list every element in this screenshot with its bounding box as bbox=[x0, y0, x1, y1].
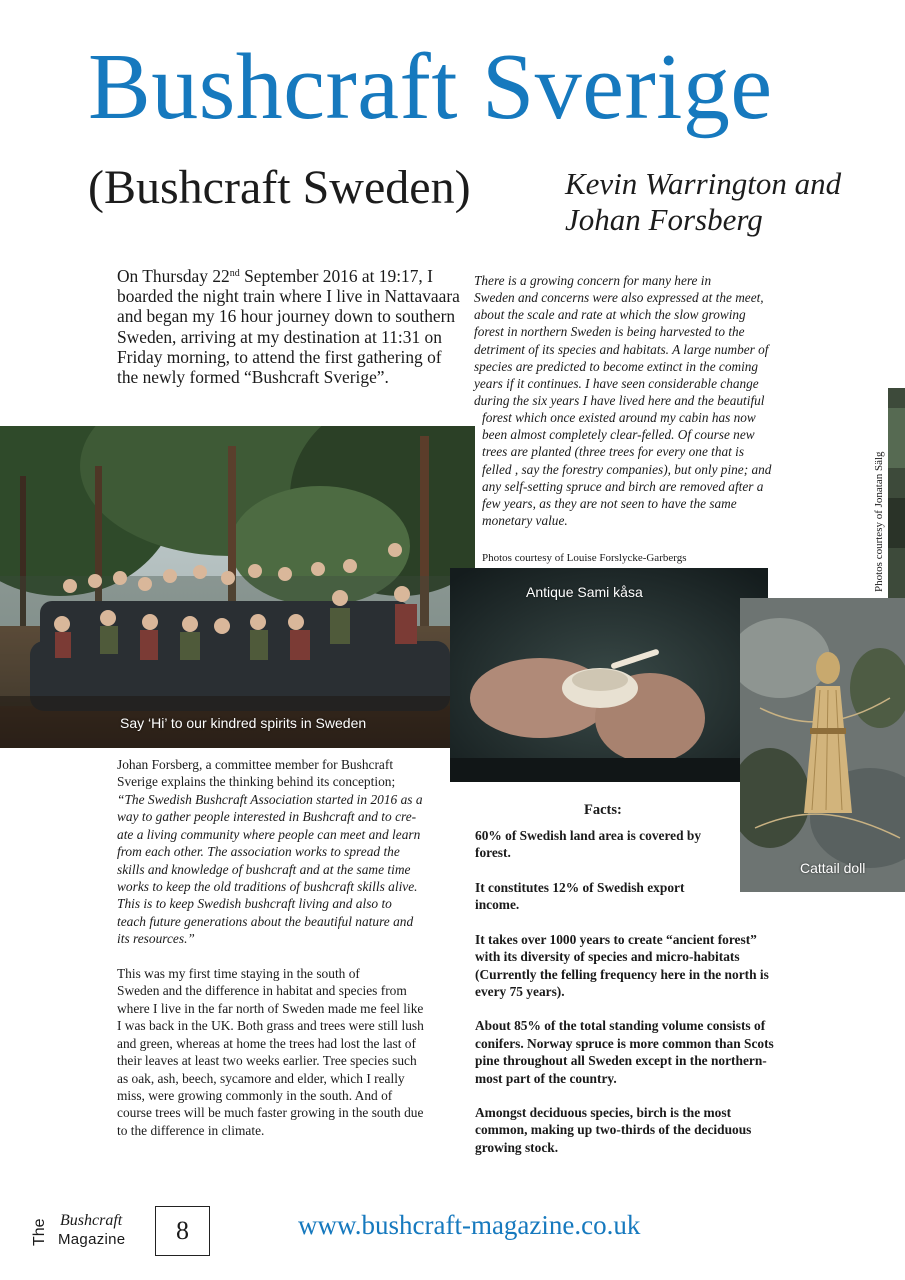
photo-credit-louise: Photos courtesy of Louise Forslycke-Garbergs bbox=[482, 552, 687, 564]
text-line: where I live in the far north of Sweden made me feel like bbox=[117, 1000, 424, 1016]
text-line: as oak, ash, beech, sycamore and elder, which I really bbox=[117, 1070, 405, 1086]
text-line: during the six years I have lived here and the beautiful bbox=[474, 392, 765, 408]
author-line: Johan Forsberg bbox=[565, 201, 763, 237]
text-line: Sweden and the difference in habitat and species from bbox=[117, 983, 407, 999]
doll-photo-caption: Cattail doll bbox=[800, 860, 866, 876]
fact-item bbox=[475, 827, 825, 862]
intro-text: On Thursday 22 bbox=[117, 266, 230, 286]
quote-line: This is to keep Swedish bushcraft living and also to bbox=[117, 896, 392, 912]
kasa-photo bbox=[450, 568, 768, 782]
forest-concern-paragraph bbox=[474, 272, 826, 529]
text-line: their leaves at least two weeks earlier. Tree species such bbox=[117, 1053, 417, 1069]
text-line: It constitutes 12% of Swedish export bbox=[475, 879, 685, 895]
quote-line: way to gather people interested in Bushcraft and to cre- bbox=[117, 809, 417, 825]
text-line: with its diversity of species and micro-habitats bbox=[475, 949, 740, 965]
quote-line: works to keep the old traditions of bushcraft skills alive. bbox=[117, 878, 418, 894]
text-line: This was my first time staying in the south of bbox=[117, 966, 360, 981]
kasa-photo-caption: Antique Sami kåsa bbox=[526, 584, 643, 600]
text-line: I was back in the UK. Both grass and trees were still lush bbox=[117, 1018, 424, 1034]
footer-bushcraft: Bushcraft bbox=[60, 1212, 123, 1229]
text-line: pine throughout all Sweden except in the northern- bbox=[475, 1053, 767, 1069]
text-line: been almost completely clear-felled. Of course new bbox=[482, 427, 755, 443]
text-line: growing stock. bbox=[475, 1139, 559, 1155]
text-line: monetary value. bbox=[482, 512, 568, 528]
quote-line: from each other. The association works to spread the bbox=[117, 844, 400, 860]
quote-line: teach future generations about the beautiful nature and bbox=[117, 913, 414, 929]
group-photo bbox=[0, 426, 475, 748]
quote-line: “The Swedish Bushcraft Association started in 2016 as a bbox=[117, 791, 423, 807]
text-line: about the scale and rate at which the slow growing bbox=[474, 307, 746, 323]
text-line: It takes over 1000 years to create “ancient forest” bbox=[475, 931, 757, 947]
text-line: to the difference in climate. bbox=[117, 1122, 265, 1138]
text-line: Amongst deciduous species, birch is the most bbox=[475, 1105, 732, 1121]
footer-magazine: Magazine bbox=[58, 1231, 126, 1248]
author-line: Kevin Warrington and bbox=[565, 166, 842, 201]
text-line: income. bbox=[475, 897, 520, 913]
text-line: About 85% of the total standing volume consists of bbox=[475, 1018, 766, 1034]
photo-credit-jonatan: Photos courtesy of Jonatan Sälg bbox=[873, 451, 885, 592]
text-line: any self-setting spruce and birch are removed after a bbox=[482, 478, 764, 494]
page-title: Bushcraft Sverige bbox=[88, 35, 773, 139]
facts-heading: Facts: bbox=[584, 802, 622, 818]
website-link[interactable]: www.bushcraft-magazine.co.uk bbox=[298, 1210, 641, 1240]
text-line: detriment of its species and habitats. A large number of bbox=[474, 341, 769, 357]
text-line: years if it continues. I have seen considerable change bbox=[474, 375, 759, 391]
text-line: common, making up two-thirds of the deciduous bbox=[475, 1122, 752, 1138]
text-line: and green, whereas at home the trees had lost the last of bbox=[117, 1035, 416, 1051]
text-line: conifers. Norway spruce is more common than Scots bbox=[475, 1035, 774, 1051]
quote-line: ate a living community where people can meet and learn bbox=[117, 826, 421, 842]
text-line: forest which once existed around my cabin has now bbox=[482, 410, 756, 426]
johan-quote-paragraph bbox=[117, 756, 469, 948]
facts-list bbox=[475, 827, 825, 1173]
strip-photo bbox=[888, 388, 905, 598]
text-line: every 75 years). bbox=[475, 983, 565, 999]
text-line: trees are planted (three trees for every one that is bbox=[482, 444, 745, 460]
text-line: (Currently the felling frequency here in the north is bbox=[475, 966, 769, 982]
page-number: 8 bbox=[155, 1206, 210, 1256]
text-line: Sweden and concerns were also expressed at the meet, bbox=[474, 290, 764, 306]
text-line: There is a growing concern for many here in bbox=[474, 273, 712, 288]
group-photo-caption: Say ‘Hi’ to our kindred spirits in Sweden bbox=[120, 715, 367, 731]
fact-item bbox=[475, 879, 825, 914]
text-line: felled , say the forestry companies), but only pine; and bbox=[482, 461, 772, 477]
footer-the: The bbox=[31, 1218, 48, 1246]
text-line: most part of the country. bbox=[475, 1070, 617, 1086]
text-line: forest in northern Sweden is being harvested to the bbox=[474, 324, 745, 340]
text-line: course trees will be much faster growing in the south due bbox=[117, 1105, 424, 1121]
quote-line: its resources.” bbox=[117, 931, 195, 947]
intro-paragraph bbox=[117, 266, 462, 387]
first-visit-paragraph bbox=[117, 965, 469, 1139]
intro-text: September 2016 at 19:17, I boarded the night train where I live in Nattavaara and began my 16 hour journey down to southern Sweden, arriving at my destination at 11:31 on Friday morning, to attend the first gathering of the newly formed “Bushcraft Sverige”. bbox=[117, 266, 460, 387]
text-line: miss, were growing commonly in the south. And of bbox=[117, 1087, 393, 1103]
quote-line: skills and knowledge of bushcraft and at the same time bbox=[117, 861, 411, 877]
fact-item bbox=[475, 1104, 825, 1156]
fact-item bbox=[475, 1017, 825, 1087]
text-line: species are predicted to become extinct in the coming bbox=[474, 358, 759, 374]
authors bbox=[565, 166, 895, 237]
text-line: Sverige explains the thinking behind its conception; bbox=[117, 774, 396, 790]
text-line: Johan Forsberg, a committee member for Bushcraft bbox=[117, 757, 394, 772]
fact-item bbox=[475, 931, 825, 1001]
page-subtitle: (Bushcraft Sweden) bbox=[88, 161, 471, 214]
text-line: forest. bbox=[475, 845, 511, 861]
text-line: few years, as they are not seen to have the same bbox=[482, 495, 737, 511]
ordinal-suffix: nd bbox=[229, 268, 240, 279]
text-line: 60% of Swedish land area is covered by bbox=[475, 828, 702, 843]
